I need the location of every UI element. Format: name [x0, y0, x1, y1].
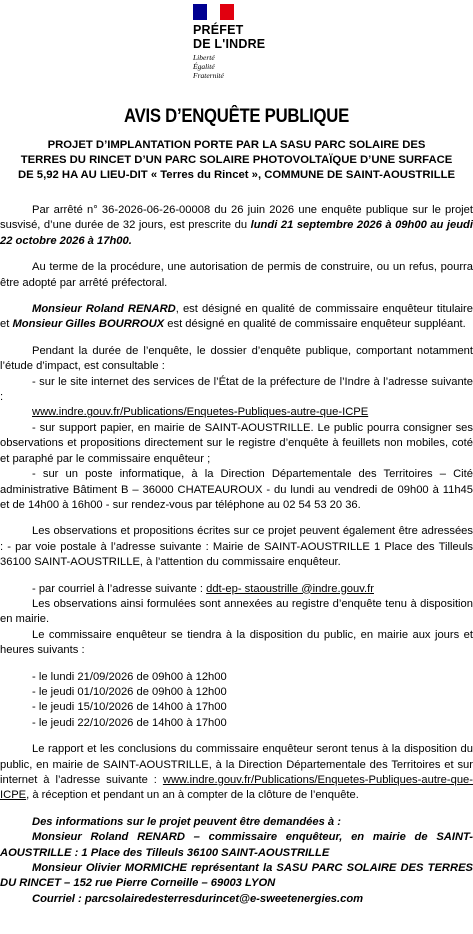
prefecture-logo — [193, 4, 303, 80]
paragraph-permanences: Le commissaire enquêteur se tiendra à la disposition du public, en mairie aux jours et heures suivants : — [0, 628, 473, 657]
paragraph-commissioners: Monsieur Roland RENARD, est désigné en qualité de commissaire enquêteur titulaire et Monsieur Gilles BOURROUX est désigné en qualité de commissaire enquêteur suppléant. — [0, 303, 473, 331]
item-website: - sur le site internet des services de l’État de la préfecture de l’Indre à l’adresse suivante : — [0, 375, 473, 404]
notice-title: AVIS D’ENQUÊTE PUBLIQUE — [124, 106, 349, 127]
info-company: Monsieur Olivier MORMICHE représentant la SASU PARC SOLAIRE DES TERRES DU RINCET – 152 rue Pierre Corneille – 69003 LYON — [0, 862, 473, 890]
schedule-item: - le lundi 21/09/2026 de 09h00 à 12h00 — [32, 670, 227, 683]
info-commissioner: Monsieur Roland RENARD – commissaire enquêteur, en mairie de SAINT-AOUSTRILLE : 1 Place des Tilleuls 36100 SAINT-AOUSTRILLE — [0, 831, 473, 859]
schedule-item: - le jeudi 22/10/2026 de 14h00 à 17h00 — [32, 716, 227, 729]
republic-motto: Liberté Égalité Fraternité — [193, 53, 224, 80]
marianne-flag-icon — [193, 4, 234, 20]
paragraph-consultation: Pendant la durée de l’enquête, le dossier d’enquête publique, comportant notamment l’étude d’impact, est consultable : — [0, 344, 473, 373]
info-email: Courriel : parcsolairedesterresdurincet@e-sweetenergies.com — [32, 892, 364, 905]
paragraph-written-observations: Les observations et propositions écrites sur ce projet peuvent également être adressées : - par voie postale à l’adresse suivante : Mairie de SAINT-AOUSTRILLE 1 Place des Tilleuls 36100 SAINT-AOUSTRILLE, à l’attention du commissaire enquêteur. — [0, 525, 473, 569]
project-subtitle: PROJET D’IMPLANTATION PORTE PAR LA SASU PARC SOLAIRE DES TERRES DU RINCET D’UN PARC SOLAIRE PHOTOVOLTAÏQUE D’UNE SURFACE DE 5,92 HA AU LIEU-DIT « Terres du Rincet », COMMUNE DE SAINT-AOUSTRILLE — [17, 139, 456, 181]
report-link[interactable]: www.indre.gouv.fr/Publications/Enquetes-Publiques-autre-que-ICPE — [0, 774, 473, 802]
prefecture-link[interactable]: www.indre.gouv.fr/Publications/Enquetes-Publiques-autre-que-ICPE — [32, 406, 369, 419]
paragraph-arrete: Par arrêté n° 36-2026-06-26-00008 du 26 juin 2026 une enquête publique sur le projet susvisé, d’une durée de 32 jours, est prescrite du lundi 21 septembre 2026 à 09h00 au jeudi 22 octobre 2026 à 17h00. — [0, 204, 473, 247]
prefet-title-2: DE L'INDRE — [193, 37, 266, 51]
item-computer: - sur un poste informatique, à la Direction Départementale des Territoires – Cité administrative Bâtiment B – 36000 CHATEAUROUX - du lundi au vendredi de 09h00 à 11h45 et de 14h00 à 16h00 - sur rendez-vous par téléphone au 02 54 53 20 36. — [0, 468, 473, 511]
item-paper: - sur support papier, en mairie de SAINT-AOUSTRILLE. Le public pourra consigner ses observations et propositions directement sur le registre d’enquête à feuillets non mobiles, coté et paraphé par le commissaire enquêteur ; — [0, 421, 473, 465]
schedule-item: - le jeudi 15/10/2026 de 14h00 à 17h00 — [32, 701, 227, 714]
paragraph-procedure: Au terme de la procédure, une autorisation de permis de construire, ou un refus, pourra être adopté par arrêté préfectoral. — [0, 261, 473, 289]
info-heading: Des informations sur le projet peuvent être demandées à : — [32, 815, 341, 828]
prefet-title-1: PRÉFET — [193, 23, 244, 37]
paragraph-report: Le rapport et les conclusions du commissaire enquêteur seront tenus à la disposition du public, en mairie de SAINT-AOUSTRILLE, à la Direction Départementale des Territoires et sur internet à l’adresse suivante : www.indre.gouv.fr/Publications/Enquetes-Publiques-autre-que-ICPE, à réception et pendant un an à compter de la clôture de l’enquête. — [0, 743, 473, 802]
inquiry-dates: lundi 21 septembre 2026 à 09h00 au jeudi 22 octobre 2026 à 17h00. — [0, 219, 473, 247]
notice-body — [0, 203, 473, 907]
paragraph-annex: Les observations ainsi formulées sont annexées au registre d’enquête tenu à disposition en mairie. — [0, 597, 473, 626]
email-link[interactable]: ddt-ep- staoustrille @indre.gouv.fr — [206, 582, 374, 595]
item-email: - par courriel à l’adresse suivante : ddt-ep- staoustrille @indre.gouv.fr — [32, 582, 374, 595]
schedule-item: - le jeudi 01/10/2026 de 09h00 à 12h00 — [32, 685, 227, 698]
